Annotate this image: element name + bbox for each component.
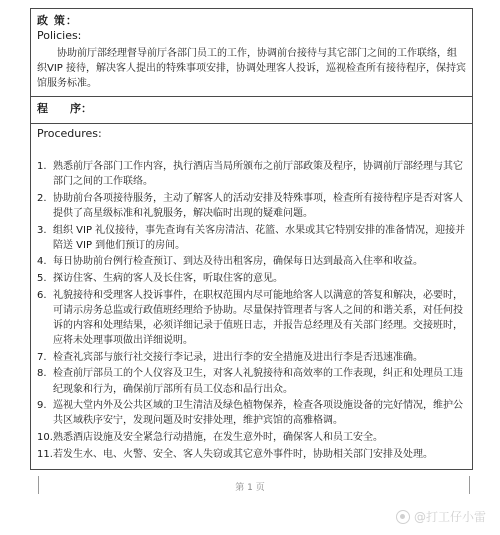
item-text: 协助前台各项接待服务，主动了解客人的活动安排及特殊事项，检查所有接待程序是否对客人提供了高星级标准和礼貌服务，解决临时出现的疑难问题。 (53, 192, 463, 219)
item-number: 3. (37, 224, 47, 236)
policy-procedure-table (30, 8, 473, 470)
policy-en-title: Policies: (37, 29, 82, 42)
list-item (37, 159, 466, 189)
item-number: 1. (37, 161, 47, 172)
item-text: 熟悉前厅各部门工作内容，执行酒店当局所颁布之前厅部政策及程序，协调前厅部经理与其它部门之间的工作联络。 (53, 161, 463, 188)
procedure-divider (31, 123, 472, 124)
item-text: 组织 VIP 礼仪接待，事先查询有关客房清洁、花篮、水果或其它特别安排的准备情况，迎接并陪送 VIP 到他们预订的房间。 (53, 224, 466, 251)
procedure-en-title: Procedures: (37, 127, 102, 140)
watermark (396, 508, 486, 525)
item-text: 探访住客、生病的客人及长住客，听取住客的意见。 (53, 272, 283, 284)
watermark-logo-icon (396, 510, 410, 524)
procedure-cn-title-a: 程 (37, 102, 48, 115)
procedure-cn-title (37, 101, 466, 116)
list-item (37, 254, 466, 269)
list-item (37, 447, 466, 462)
item-text: 检查礼宾部与旅行社交接行李记录，进出行李的安全措施及进出行李是否迅速准确。 (53, 351, 423, 363)
item-text: 礼貌接待和受理客人投诉事件，在职权范围内尽可能地给客人以满意的答复和解决，必要时，可请示房务总监或行政值班经理给予协助。尽量保持管理者与客人之间的和谐关系，对任何投诉的内容和处理结果，必须详细记录于值班日志，并报告总经理及有关部门经理。交接班时，应将未处理事项做出详细说明。 (53, 289, 463, 347)
policy-section (31, 9, 472, 97)
item-text: 每日协助前台例行检查预订、到达及待出租客房，确保每日达到最高入住率和收益。 (53, 256, 423, 268)
list-item (37, 191, 466, 221)
page-number: 第 1 页 (235, 483, 265, 493)
item-number: 8. (37, 368, 47, 380)
list-item (37, 223, 466, 253)
list-item (37, 271, 466, 286)
list-item (37, 398, 466, 428)
procedure-list (37, 159, 466, 463)
item-text: 熟悉酒店设施及安全紧急行动措施，在发生意外时，确保客人和员工安全。 (53, 431, 383, 443)
procedure-cn-title-b: 序： (70, 102, 92, 115)
item-number: 7. (37, 351, 47, 363)
item-number: 4. (37, 256, 47, 268)
item-number: 11. (37, 448, 53, 460)
item-text: 若发生水、电、火警、安全、客人失窃或其它意外事件时，协助相关部门安排及处理。 (53, 448, 433, 460)
list-item (37, 430, 466, 445)
item-text: 巡视大堂内外及公共区域的卫生清洁及绿色植物保养，检查各项设施设备的完好情况，维护公共区域秩序安宁，发现问题及时安排处理，维护宾馆的高雅格调。 (53, 400, 463, 427)
watermark-text: @打工仔小雷 (413, 510, 486, 524)
list-item (37, 350, 466, 365)
item-number: 10. (37, 431, 53, 443)
policy-cn-title: 政 策： (37, 14, 78, 27)
procedure-section (31, 97, 472, 469)
list-item (37, 288, 466, 349)
item-number: 9. (37, 400, 47, 412)
item-number: 5. (37, 272, 47, 284)
item-text: 检查前厅部员工的个人仪容及卫生，对客人礼貌接待和高效率的工作表现，纠正和处理员工违纪现象和行为，确保前厅部所有员工仪态和品行出众。 (53, 368, 463, 395)
list-item (37, 366, 466, 396)
item-number: 2. (37, 192, 47, 204)
item-number: 6. (37, 289, 47, 301)
policy-text: 协助前厅部经理督导前厅各部门员工的工作，协调前台接待与其它部门之间的工作联络，组织VIP 接待，解决客人提出的特殊事项安排，协调处理客人投诉，巡视检查所有接待程序，保持宾馆服务标准。 (37, 48, 466, 89)
